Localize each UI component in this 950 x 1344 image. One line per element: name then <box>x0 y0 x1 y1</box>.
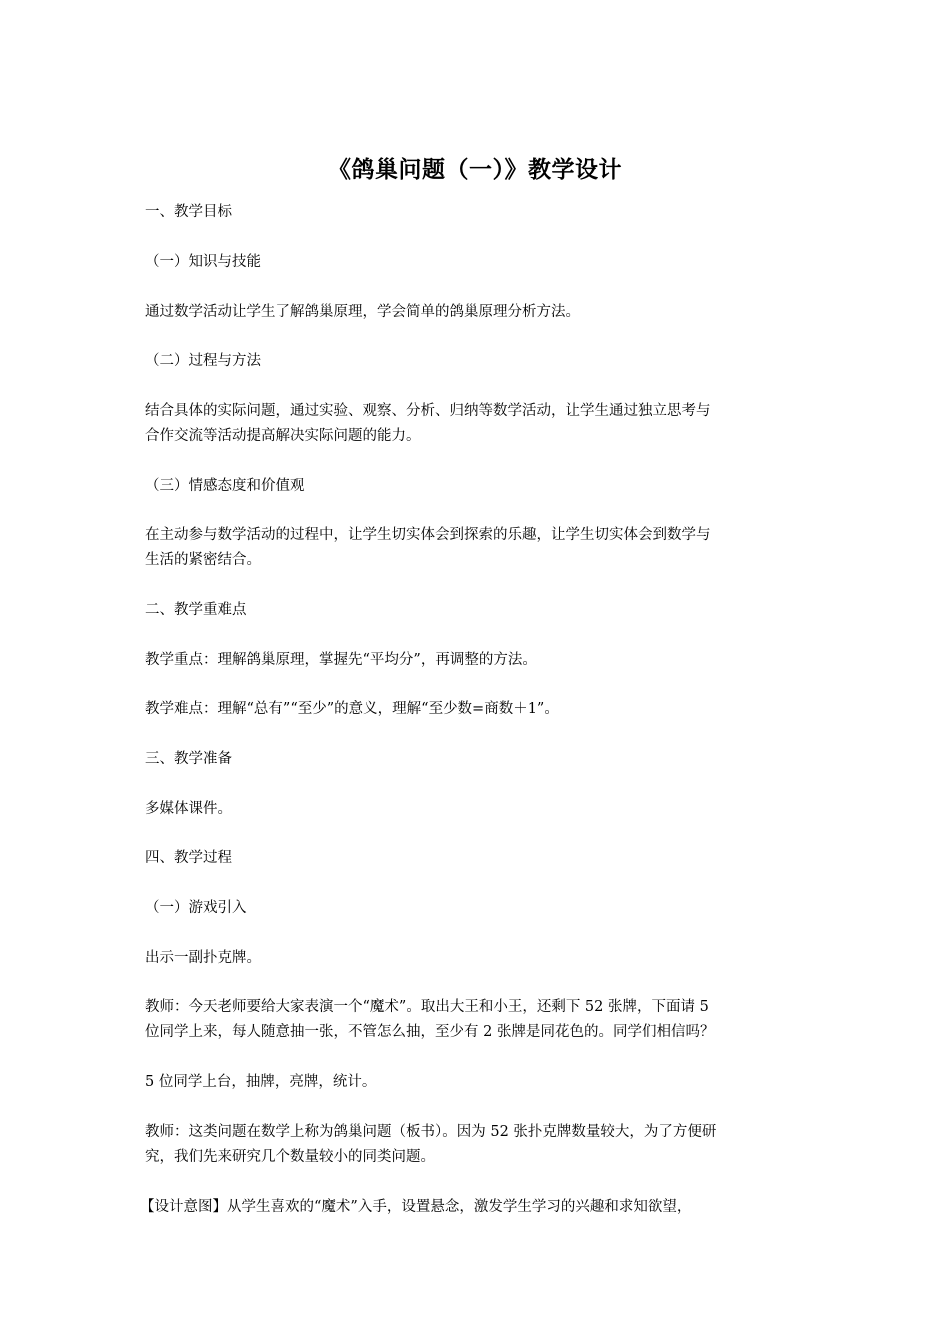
paragraph-line: 在主动参与数学活动的过程中，让学生切实体会到探索的乐趣，让学生切实体会到数学与 <box>145 527 711 543</box>
paragraph-teacher-magic <box>145 995 815 1045</box>
paragraph-key-point: 教学重点：理解鸽巢原理，掌握先“平均分”，再调整的方法。 <box>145 652 537 668</box>
paragraph-preparation: 多媒体课件。 <box>145 801 232 817</box>
section-heading-preparation: 三、教学准备 <box>145 751 232 767</box>
subheading-attitude-values: （三）情感态度和价值观 <box>145 478 305 494</box>
document-title: 《鸽巢问题（一）》教学设计 <box>328 157 622 183</box>
paragraph-line: 教师：这类问题在数学上称为鸽巢问题（板书）。因为 52 张扑克牌数量较大，为了方便研 <box>145 1124 717 1140</box>
section-heading-objectives: 一、教学目标 <box>145 204 232 220</box>
paragraph-show-cards: 出示一副扑克牌。 <box>145 950 261 966</box>
paragraph-design-intent: 【设计意图】从学生喜欢的“魔术”入手，设置悬念，激发学生学习的兴趣和求知欲望， <box>140 1199 692 1215</box>
paragraph-line: 合作交流等活动提高解决实际问题的能力。 <box>145 428 421 444</box>
paragraph-process-method <box>145 399 815 449</box>
paragraph-line: 生活的紧密结合。 <box>145 552 261 568</box>
paragraph-line: 位同学上来，每人随意抽一张，不管怎么抽，至少有 2 张牌是同花色的。同学们相信吗？ <box>145 1024 715 1040</box>
paragraph-teacher-pigeonhole <box>145 1120 815 1170</box>
paragraph-line: 结合具体的实际问题，通过实验、观察、分析、归纳等数学活动，让学生通过独立思考与 <box>145 403 711 419</box>
paragraph-line: 教师：今天老师要给大家表演一个“魔术”。取出大王和小王，还剩下 52 张牌，下面请 5 <box>145 999 709 1015</box>
section-heading-key-points: 二、教学重难点 <box>145 602 247 618</box>
paragraph-attitude-values <box>145 523 815 573</box>
subheading-process-method: （二）过程与方法 <box>145 353 261 369</box>
paragraph-difficult-point: 教学难点：理解“总有”“至少”的意义，理解“至少数=商数＋1”。 <box>145 701 559 717</box>
subheading-knowledge-skills: （一）知识与技能 <box>145 254 261 270</box>
paragraph-students-activity: 5 位同学上台，抽牌，亮牌，统计。 <box>145 1074 377 1090</box>
subheading-game-intro: （一）游戏引入 <box>145 900 247 916</box>
paragraph-knowledge-skills: 通过数学活动让学生了解鸽巢原理，学会简单的鸽巢原理分析方法。 <box>145 304 580 320</box>
section-heading-process: 四、教学过程 <box>145 850 232 866</box>
paragraph-line: 究，我们先来研究几个数量较小的同类问题。 <box>145 1149 435 1165</box>
